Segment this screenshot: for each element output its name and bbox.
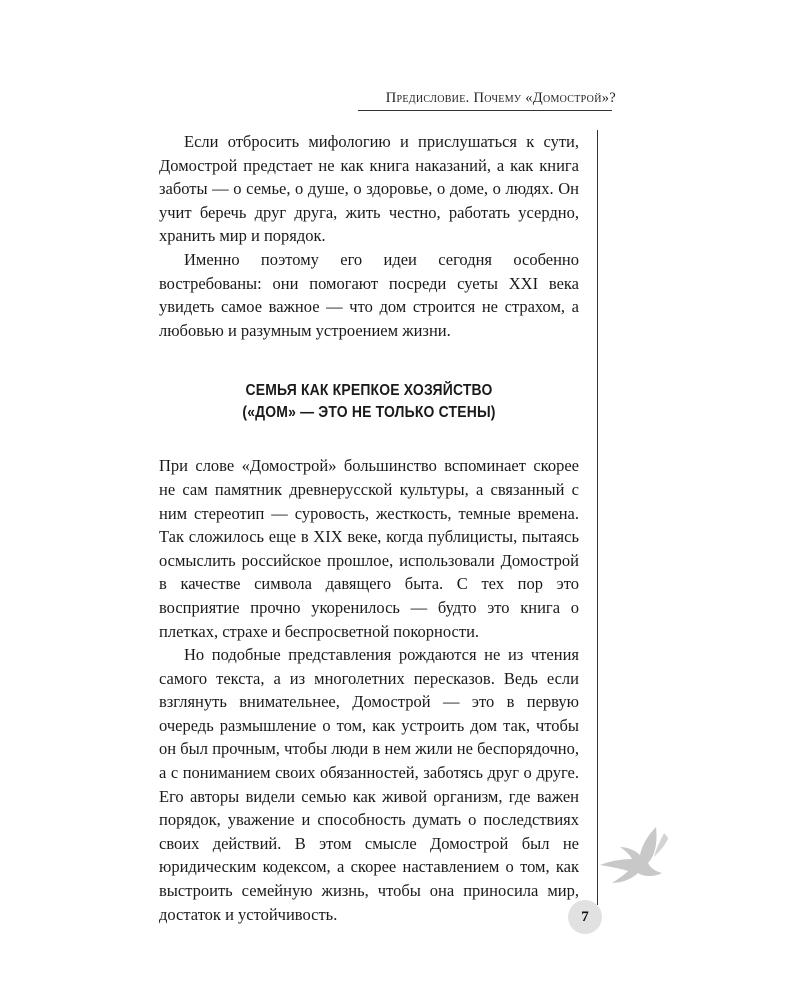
running-head: Предисловие. Почему «Домострой»? xyxy=(385,90,616,106)
dove-icon xyxy=(598,825,674,889)
margin-rule xyxy=(597,130,598,905)
body-paragraph: При слове «Домострой» большинство вспоминает скорее не сам памятник древнерусской культуры, а связанный с ним стереотип — суровость, жесткость, темные времена. Так сложилось еще в XIX веке, когда публицисты, пытаясь осмыслить российское прошлое, использовали Домострой в качестве символа давящего быта. С тех пор это восприятие прочно укоренилось — будто это книга о плетках, страхе и беспросветной покорности. xyxy=(159,456,579,641)
page-number: 7 xyxy=(568,900,602,934)
intro-paragraph: Если отбросить мифологию и прислушаться к сути, Домострой предстает не как книга наказаний, а как книга заботы — о семье, о душе, о здоровье, о доме, о людях. Он учит беречь друг друга, жить честно, работать усердно, хранить мир и порядок. xyxy=(159,132,579,246)
header-rule xyxy=(358,110,612,111)
section-heading-line: СЕМЬЯ КАК КРЕПКОЕ ХОЗЯЙСТВО xyxy=(245,382,493,400)
section-heading xyxy=(180,380,558,424)
section-heading-line: («ДОМ» — ЭТО НЕ ТОЛЬКО СТЕНЫ) xyxy=(242,404,496,422)
body-paragraph: Но подобные представления рождаются не из чтения самого текста, а из многолетних пересказов. Ведь если взглянуть внимательнее, Домострой — это в первую очередь размышление о том, как устроить дом так, чтобы он был прочным, чтобы люди в нем жили не беспорядочно, а с пониманием своих обязанностей, заботясь друг о друге. Его авторы видели семью как живой организм, где важен порядок, уважение и способность думать о последствиях своих действий. В этом смысле Домострой был не юридическим кодексом, а скорее наставлением о том, как выстроить семейную жизнь, чтобы она приносила мир, достаток и устойчивость. xyxy=(159,645,579,924)
page-body xyxy=(159,130,579,926)
intro-paragraph: Именно поэтому его идеи сегодня особенно востребованы: они помогают посреди суеты XXI века увидеть самое важное — что дом строится не страхом, а любовью и разумным устроением жизни. xyxy=(159,249,579,340)
